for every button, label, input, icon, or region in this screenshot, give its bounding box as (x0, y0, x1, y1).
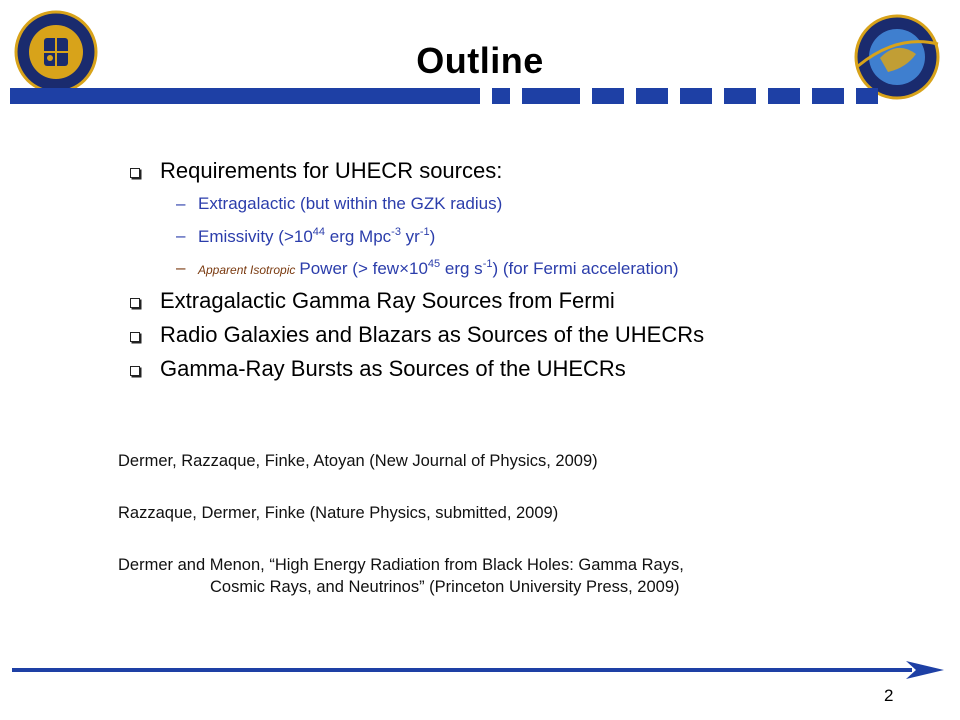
header-bar-segment (592, 88, 624, 104)
list-item (130, 318, 704, 352)
dash-icon: – (176, 258, 186, 277)
list-item (130, 284, 704, 318)
outline-list (130, 154, 704, 386)
header-bar-segment (680, 88, 712, 104)
dash-icon: – (176, 194, 186, 213)
sub-item-text: Emissivity ($>10^{44}$ erg Mpc$^{-3}$ $yr^{-1}$) (198, 225, 436, 246)
header-bar-segment (636, 88, 668, 104)
header-bar-segment (10, 88, 480, 104)
list-item (130, 154, 704, 188)
reference-item-continuation: Cosmic Rays, and Neutrinos” (Princeton University Press, 2009) (210, 578, 680, 596)
bullet-text: Radio Galaxies and Blazars as Sources of the UHECRs (160, 322, 705, 347)
page-number: 2 (884, 686, 894, 705)
reference-item: Dermer and Menon, “High Energy Radiation from Black Holes: Gamma Rays, (118, 556, 684, 574)
dash-icon: – (176, 226, 186, 245)
checkbox-bullet-icon (130, 366, 140, 376)
sub-list-item (176, 252, 704, 284)
header-bar-segment (492, 88, 510, 104)
reference-item: Dermer, Razzaque, Finke, Atoyan (New Journal of Physics, 2009) (118, 452, 598, 470)
references (118, 450, 684, 628)
reference-item: Razzaque, Dermer, Finke (Nature Physics, submitted, 2009) (118, 504, 559, 522)
header-bar-segment (724, 88, 756, 104)
footer-arrow-line (12, 660, 948, 685)
slide-title: Outline (416, 40, 544, 81)
header-segmented-bar (10, 88, 890, 104)
header-bar-segment (522, 88, 580, 104)
checkbox-bullet-icon (130, 168, 140, 178)
sub-item-text: Extragalactic (but within the GZK radius) (198, 194, 503, 213)
sub-list-item (176, 188, 704, 220)
checkbox-bullet-icon (130, 298, 140, 308)
sub-item-text: Apparent Isotropic Power (> $few\times 10^{45}$ erg $s^{-1}$) (for Fermi acceleration) (198, 257, 679, 278)
bullet-text: Extragalactic Gamma Ray Sources from Fermi (160, 288, 615, 313)
header-bar-segment (812, 88, 844, 104)
header-bar-segment (856, 88, 878, 104)
header-bar-segment (768, 88, 800, 104)
bullet-text: Gamma-Ray Bursts as Sources of the UHECRs (160, 356, 626, 381)
sub-list-item (176, 220, 704, 252)
list-item (130, 352, 704, 386)
checkbox-bullet-icon (130, 332, 140, 342)
bullet-text: Requirements for UHECR sources: (160, 158, 503, 183)
